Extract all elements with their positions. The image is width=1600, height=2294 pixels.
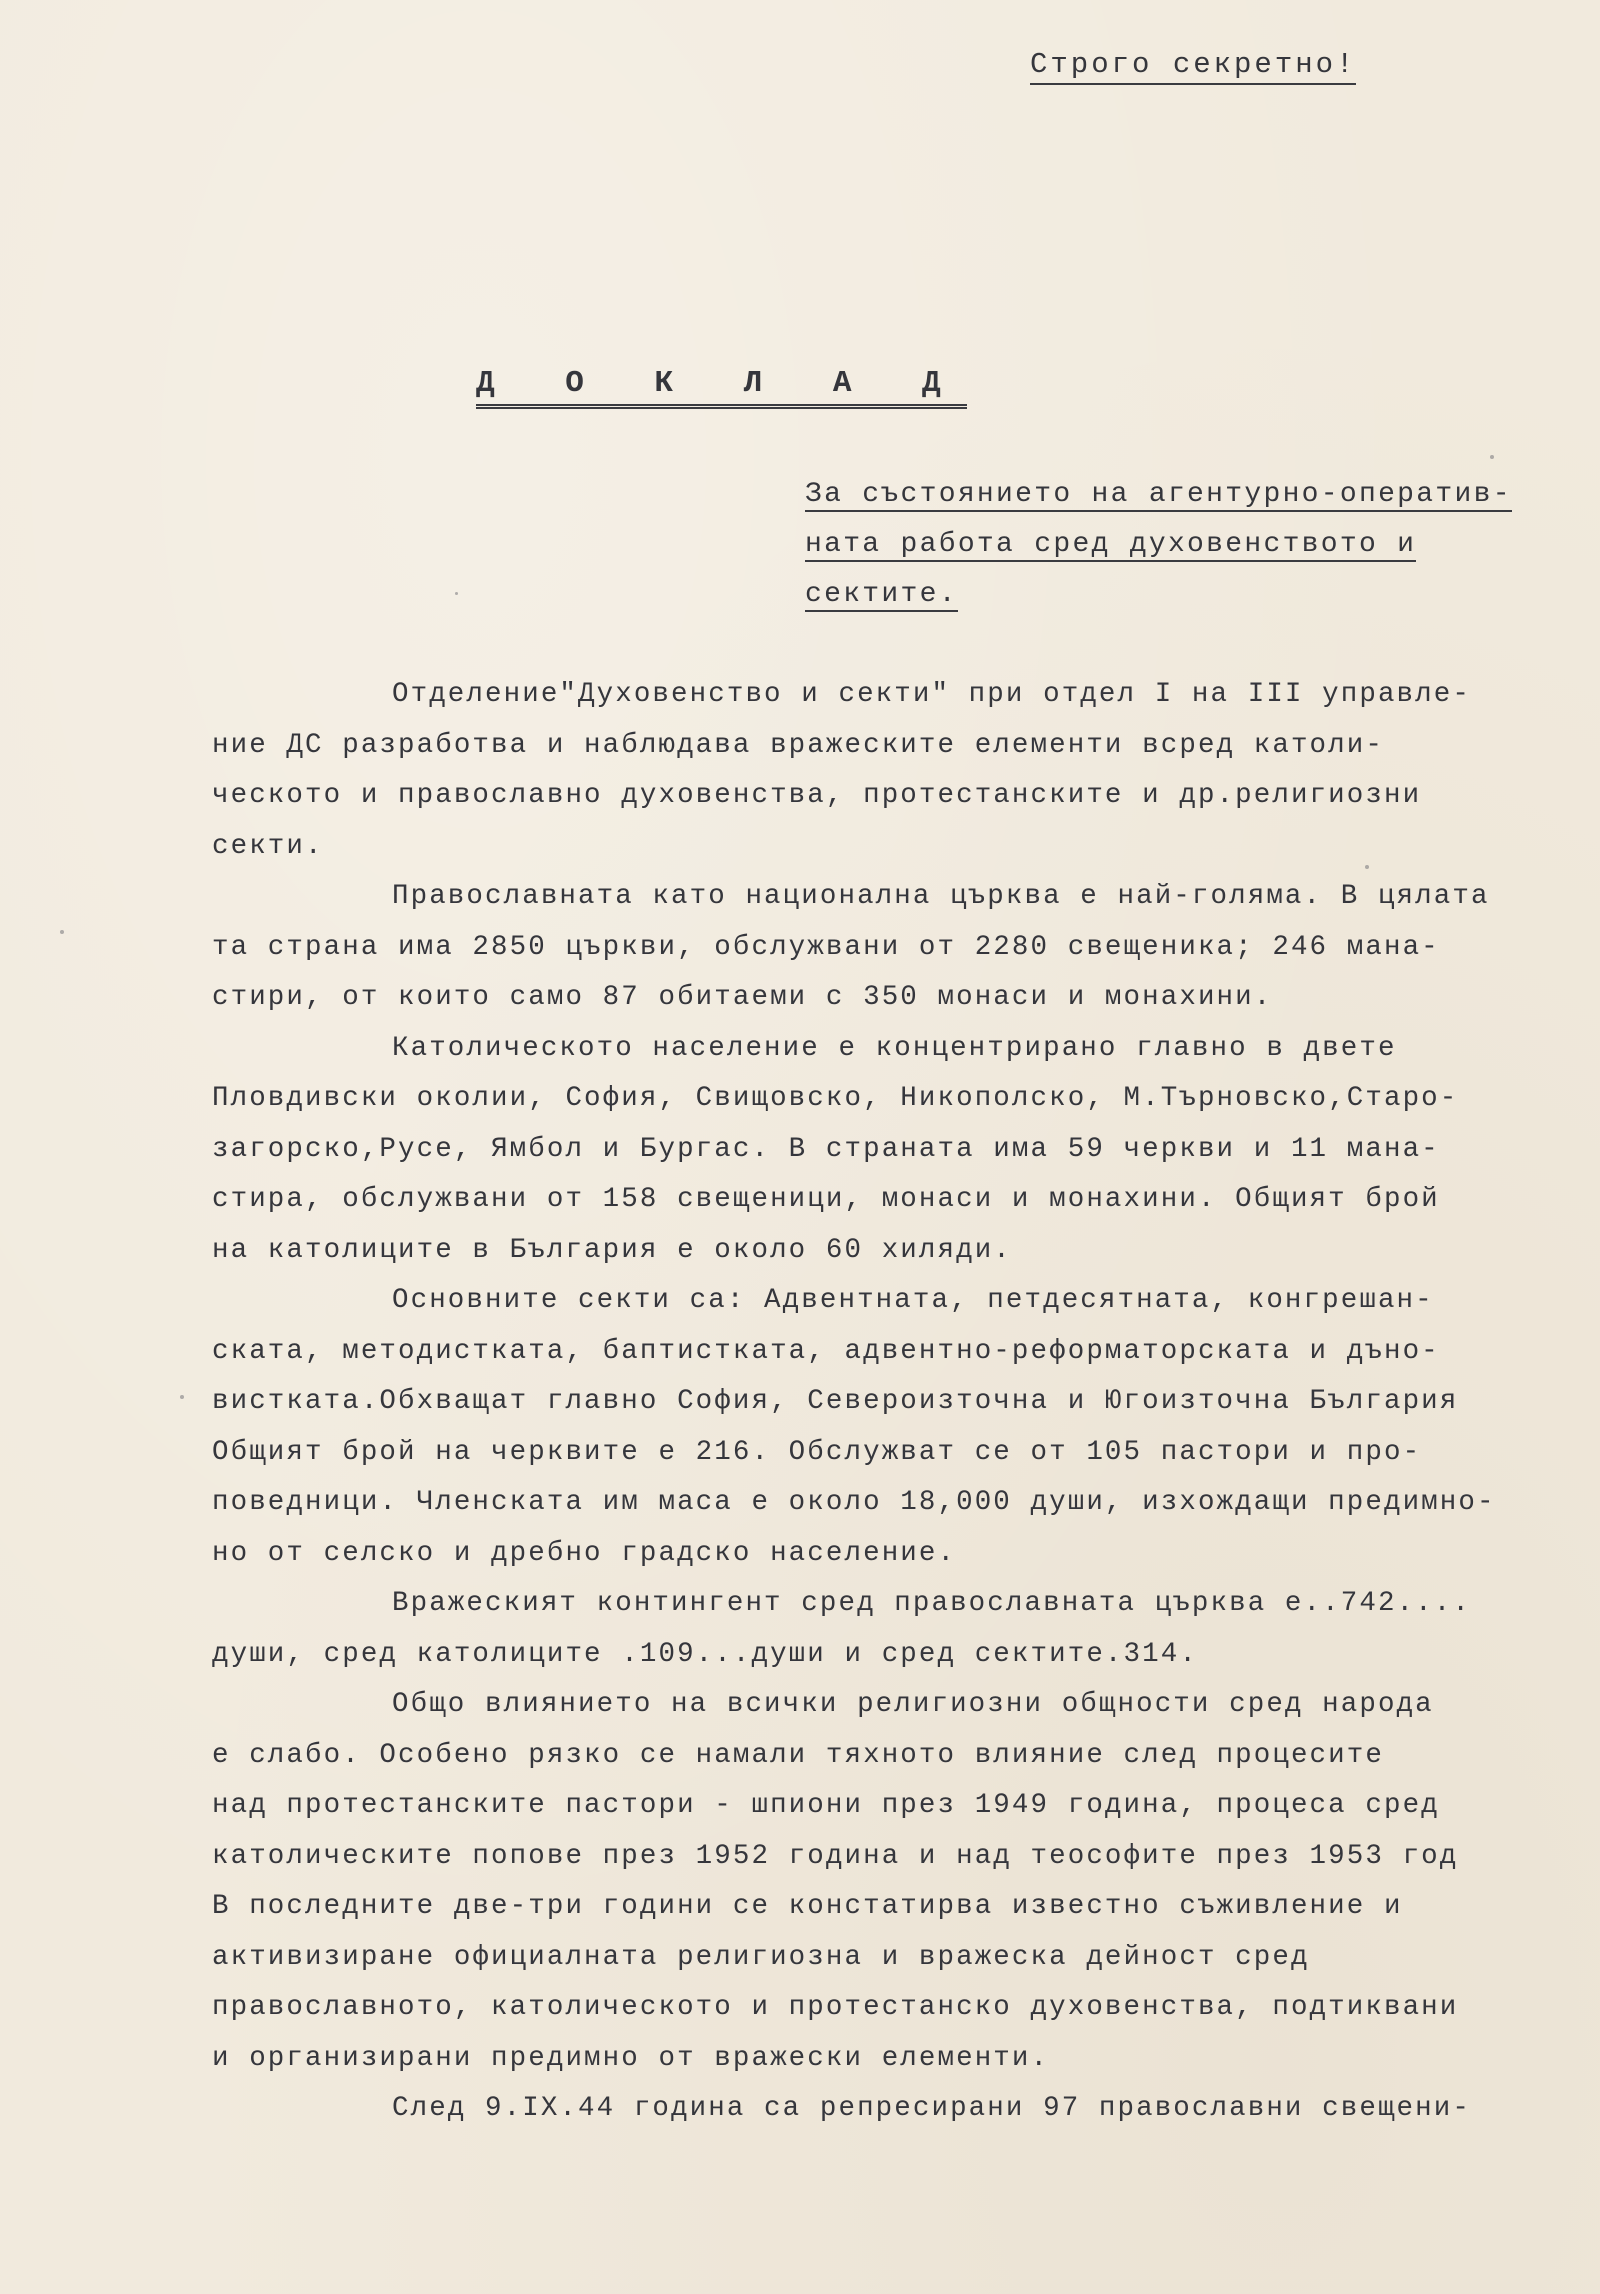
body-line: вистката.Обхващат главно София, Североизточна и Югоизточна България — [212, 1386, 1459, 1417]
body-line: След 9.IX.44 година са репресирани 97 православни свещени- — [392, 2093, 1471, 2124]
body-line: стира, обслужвани от 158 свещеници, монаси и монахини. Общият брой — [212, 1184, 1440, 1215]
body-line: В последните две-три години се констатирва известно съживление и — [212, 1891, 1403, 1922]
paper-speck — [180, 1395, 184, 1399]
body-line: ческото и православно духовенства, протестанските и др.религиозни — [212, 780, 1422, 811]
paper-speck — [1365, 865, 1369, 869]
body-line: та страна има 2850 църкви, обслужвани от 2280 свещеника; 246 мана- — [212, 931, 1440, 963]
body-line: е слабо. Особено рязко се намали тяхното влияние след процесите — [212, 1739, 1384, 1771]
body-line: католическите попове през 1952 година и над теософите през 1953 год — [212, 1840, 1459, 1872]
body-line: ската, методистката, баптистката, адвентно-реформаторската и дъно- — [212, 1335, 1440, 1367]
body-line: души, сред католиците .109...души и сред сектите.314. — [212, 1638, 1198, 1670]
body-line: Православната като национална църква е най-голяма. В цялата — [392, 881, 1490, 912]
body-line: Основните секти са: Адвентната, петдесятната, конгрешан- — [392, 1285, 1434, 1316]
body-line: секти. — [212, 830, 324, 862]
paper-speck — [455, 592, 458, 595]
body-line: Вражеският контингент сред православната църква е..742.... — [392, 1588, 1471, 1619]
paper-speck — [1490, 455, 1494, 459]
subject-block — [805, 470, 1595, 620]
body-line: Общо влиянието на всички религиозни общности сред народа — [392, 1689, 1434, 1720]
body-line: ние ДС разработва и наблюдава вражеските елементи всред католи- — [212, 729, 1384, 761]
body-line: Отделение"Духовенство и секти" при отдел I на III управле- — [392, 679, 1471, 710]
body-line: над протестанските пастори - шпиони през 1949 година, процеса сред — [212, 1790, 1440, 1821]
body-line: поведници. Членската им маса е около 18,000 души, изхождащи предимно- — [212, 1487, 1496, 1518]
report-body — [212, 670, 1592, 2135]
body-line: Пловдивски околии, София, Свищовско, Никополско, М.Търновско,Старо- — [212, 1083, 1459, 1114]
paper-speck — [60, 930, 64, 934]
body-line: и организирани предимно от вражески елементи. — [212, 2042, 1050, 2074]
body-line: активизиране официалната религиозна и вражеска дейност сред — [212, 1941, 1310, 1973]
subject-line: За състоянието на агентурно-оператив- — [805, 479, 1512, 510]
subject-line: сектите. — [805, 579, 958, 610]
body-line: Католическото население е концентрирано главно в двете — [392, 1032, 1397, 1064]
body-line: на католиците в България е около 60 хиляди. — [212, 1234, 1012, 1266]
classification-stamp: Строго секретно! — [1030, 48, 1356, 85]
subject-line: ната работа сред духовенството и — [805, 529, 1417, 560]
body-line: стири, от които само 87 обитаеми с 350 монаси и монахини. — [212, 982, 1273, 1013]
body-line: православното, католическото и протестанско духовенства, подтиквани — [212, 1992, 1459, 2023]
body-line: но от селско и дребно градско население. — [212, 1537, 957, 1569]
document-title: Д О К Л А Д — [476, 366, 967, 409]
body-line: Общият брой на черквите е 216. Обслужват се от 105 пастори и про- — [212, 1436, 1422, 1468]
body-line: загорско,Русе, Ямбол и Бургас. В страната има 59 черкви и 11 мана- — [212, 1133, 1440, 1165]
